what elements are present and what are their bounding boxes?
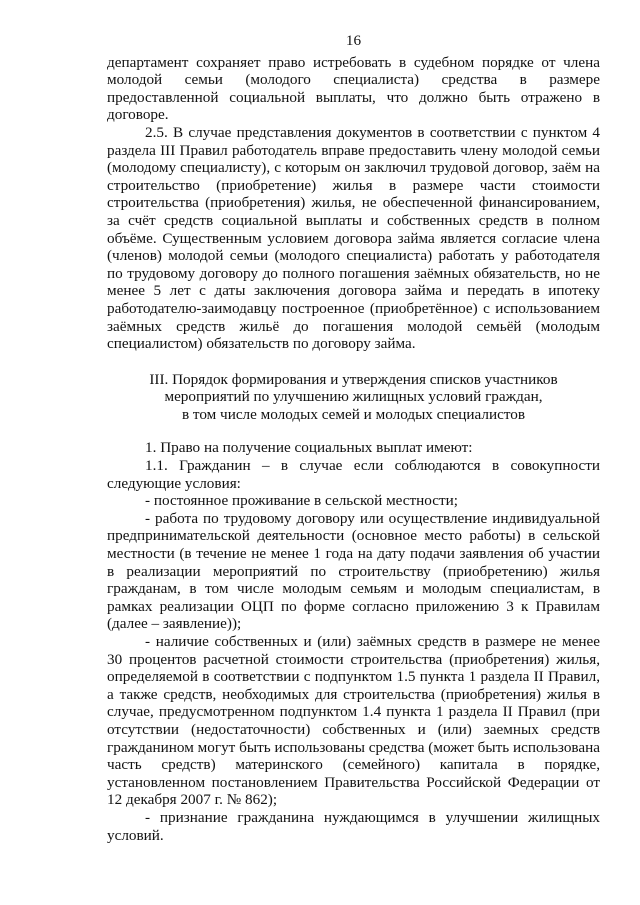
section-heading-line-2: мероприятий по улучшению жилищных условий граждан, (164, 388, 543, 406)
condition-housing-need: - признание гражданина нуждающимся в улучшении жилищных условий. (107, 808, 600, 844)
paragraph-item-1: 1. Право на получение социальных выплат имеют: (145, 439, 473, 457)
paragraph-continuation: департамент сохраняет право истребовать в судебном порядке от члена молодой семьи (молодого специалиста) средства в размере предоставленной социальной выплаты, что должно быть отражено в договоре. (107, 53, 600, 124)
condition-residence: - постоянное проживание в сельской местности; (145, 492, 458, 510)
paragraph-2-5: 2.5. В случае представления документов в соответствии с пунктом 4 раздела III Правил работодатель вправе предоставить члену молодой семьи (молодому специалисту), с которым он заключил трудовой договор, заём на строительство (приобретение) жилья в размере части стоимости строительства (приобретения) жилья, не обеспеченной финансированием, за счёт средств социальной выплаты и собственных средств в полном объёме. Существенным условием договора займа является согласие члена (членов) молодой семьи (молодого специалиста) работать у работодателя по трудовому договору до полного погашения заёмных обязательств, но не менее 5 лет с даты заключения договора займа и передать в ипотеку работодателю-заимодавцу построенное (приобретённое) с использованием заёмных средств жильё до погашения молодой семьёй (молодым специалистом) обязательств по договору займа. (107, 123, 600, 353)
document-page (107, 32, 600, 844)
condition-funds: - наличие собственных и (или) заёмных средств в размере не менее 30 процентов расчетной стоимости строительства (приобретения) жилья, определяемой в соответствии с подпунктом 1.5 пункта 1 раздела II Правил, а также средств, необходимых для строительства (приобретения) жилья в случае, предусмотренном подпунктом 1.4 пункта 1 раздела II Правил (при отсутствии (недостаточности) собственных и (или) заемных средств гражданином могут быть использованы средства (может быть использована часть средств) материнского (семейного) капитала в порядке, установленном постановлением Правительства Российской Федерации от 12 декабря 2007 г. № 862); (107, 633, 600, 809)
section-heading-line-3: в том числе молодых семей и молодых специалистов (181, 405, 526, 423)
section-heading (107, 371, 600, 424)
section-heading-line-1: III. Порядок формирования и утверждения списков участников (149, 370, 558, 388)
paragraph-item-1-1: 1.1. Гражданин – в случае если соблюдаются в совокупности следующие условия: (107, 457, 600, 492)
page-number: 16 (345, 32, 362, 49)
condition-employment: - работа по трудовому договору или осуществление индивидуальной предпринимательской деятельности (основное место работы) в сельской местности (в течение не менее 1 года на дату подачи заявления об участии в реализации мероприятий по строительству (приобретению) жилья гражданам, в том числе молодым семьям и молодым специалистам, в рамках реализации ОЦП по форме согласно приложению 3 к Правилам (далее – заявление)); (107, 509, 600, 633)
